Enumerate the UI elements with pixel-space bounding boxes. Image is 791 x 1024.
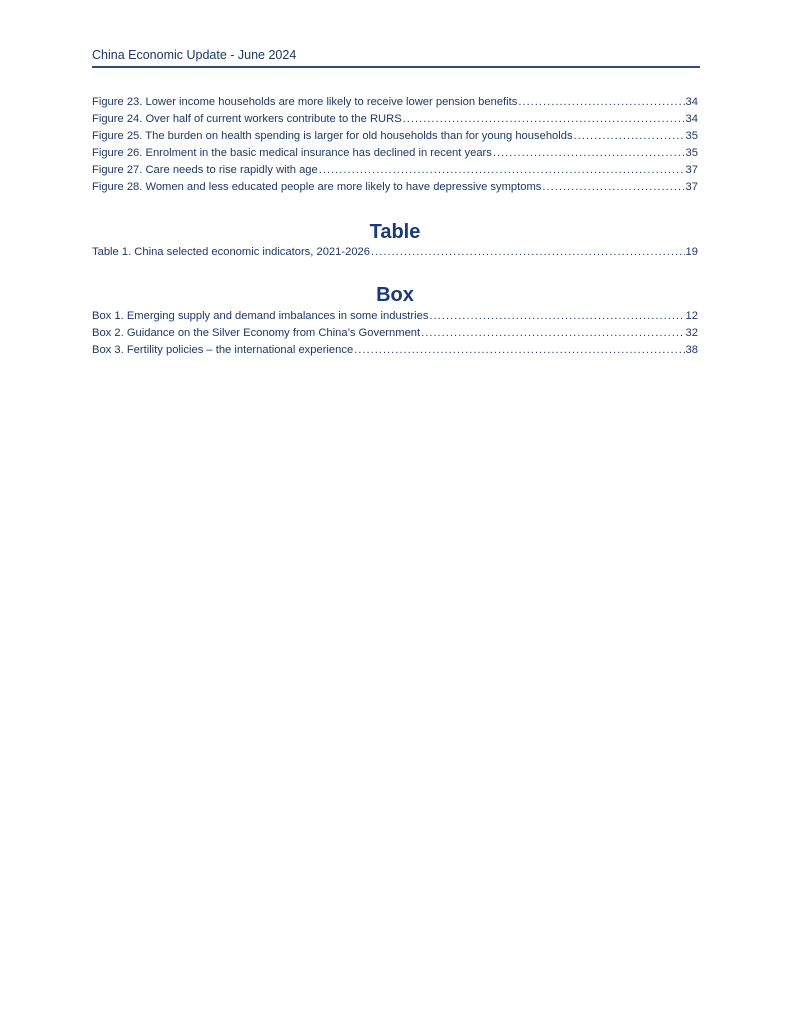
toc-page-number: 34 — [685, 113, 698, 125]
toc-entry-figure-26[interactable] — [92, 145, 698, 162]
toc-page-number: 32 — [685, 327, 698, 339]
toc-leader-dots — [429, 308, 684, 325]
toc-entry-label: Figure 26. Enrolment in the basic medical insurance has declined in recent years — [92, 147, 492, 159]
toc-entry-box-3[interactable] — [92, 342, 698, 359]
toc-page-number: 37 — [685, 181, 698, 193]
toc-page-number: 34 — [685, 96, 698, 108]
table-section-heading: Table — [369, 221, 421, 243]
toc-page-number: 35 — [685, 147, 698, 159]
toc-entry-label: Figure 27. Care needs to rise rapidly with age — [92, 164, 318, 176]
toc-entry-label: Figure 23. Lower income households are more likely to receive lower pension benefits — [92, 96, 518, 108]
toc-entry-figure-24[interactable] — [92, 111, 698, 128]
toc-leader-dots — [518, 94, 684, 111]
toc-leader-dots — [319, 162, 685, 179]
toc-entry-figure-28[interactable] — [92, 179, 698, 196]
box-section-heading: Box — [376, 284, 414, 306]
toc-entry-box-2[interactable] — [92, 325, 698, 342]
boxes-list — [92, 308, 698, 359]
toc-leader-dots — [574, 128, 685, 145]
toc-leader-dots — [354, 342, 684, 359]
toc-entry-label: Figure 24. Over half of current workers contribute to the RURS — [92, 113, 402, 125]
toc-entry-label: Box 3. Fertility policies – the international experience — [92, 344, 354, 356]
toc-entry-figure-25[interactable] — [92, 128, 698, 145]
figures-list — [92, 94, 698, 196]
toc-leader-dots — [542, 179, 684, 196]
toc-entry-label: Table 1. China selected economic indicators, 2021-2026 — [92, 246, 370, 258]
toc-page-number: 38 — [685, 344, 698, 356]
toc-entry-figure-27[interactable] — [92, 162, 698, 179]
page-header — [92, 46, 700, 68]
toc-leader-dots — [403, 111, 685, 128]
toc-page-number: 19 — [685, 246, 698, 258]
toc-leader-dots — [421, 325, 684, 342]
toc-page-number: 12 — [685, 310, 698, 322]
toc-leader-dots — [371, 244, 685, 261]
toc-page-number: 37 — [685, 164, 698, 176]
document-title: China Economic Update - June 2024 — [92, 48, 297, 62]
toc-leader-dots — [493, 145, 685, 162]
tables-list — [92, 244, 698, 261]
toc-entry-figure-23[interactable] — [92, 94, 698, 111]
toc-entry-table-1[interactable] — [92, 244, 698, 261]
toc-entry-box-1[interactable] — [92, 308, 698, 325]
toc-entry-label: Figure 25. The burden on health spending is larger for old households than for young households — [92, 130, 573, 142]
toc-entry-label: Box 2. Guidance on the Silver Economy from China’s Government — [92, 327, 421, 339]
toc-entry-label: Figure 28. Women and less educated people are more likely to have depressive symptoms — [92, 181, 542, 193]
toc-page-number: 35 — [685, 130, 698, 142]
toc-entry-label: Box 1. Emerging supply and demand imbalances in some industries — [92, 310, 429, 322]
